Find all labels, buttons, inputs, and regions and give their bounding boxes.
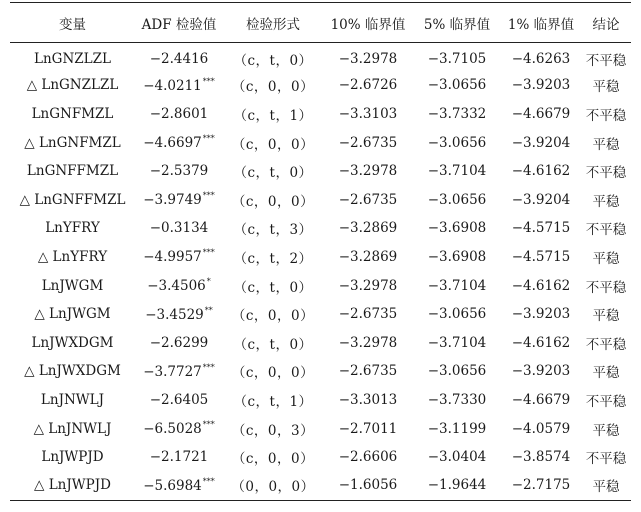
cell-conclusion: 平稳 [592,250,620,267]
cell-critical-5: −3.0656 [427,191,487,208]
cell-test-form: （c，0，0） [231,365,315,382]
cell-critical-10: −3.3103 [338,105,398,122]
cell-variable: LnGNZLZL [34,51,111,68]
table-row [10,357,631,386]
cell-variable: △ LnGNFMZL [24,134,121,151]
significance-stars: *** [202,191,215,201]
cell-critical-10: −2.6735 [338,191,398,208]
cell-critical-10: −2.7011 [338,420,398,437]
cell-adf-value [135,185,223,214]
cell-critical-10: −2.6735 [338,363,398,380]
cell-critical-1: −3.9204 [511,134,571,151]
cell-variable: LnJWGM [41,277,104,294]
table-row [10,128,631,157]
header-critical-5: 5% 临界值 [413,3,501,43]
cell-adf-value [135,214,223,243]
cell-variable: △ LnGNFFMZL [19,191,126,208]
cell-critical-1: −2.7175 [501,471,581,500]
cell-critical-1: −4.6162 [511,163,571,180]
cell-critical-10: −2.6735 [338,134,398,151]
significance-stars: *** [202,134,215,144]
cell-test-form: （c，0，0） [231,136,315,153]
adf-test-table [10,2,631,501]
cell-critical-10: −3.2869 [338,248,398,265]
table-row [10,271,631,300]
table-row [10,386,631,415]
adf-value: −3.9749 [143,192,202,209]
cell-critical-1: −3.9203 [511,363,571,380]
cell-critical-10: −3.2978 [338,163,398,180]
table-row [10,243,631,272]
adf-value: −3.4506 [147,278,206,295]
header-conclusion: 结论 [581,3,631,43]
adf-value: −4.0211 [143,77,202,94]
adf-value: −2.5379 [149,163,209,180]
cell-conclusion: 平稳 [592,365,620,382]
cell-conclusion: 平稳 [592,422,620,439]
cell-test-form: （0，0，0） [223,471,323,500]
cell-variable: △ LnJWPJD [10,471,135,500]
cell-critical-10: −3.2978 [338,334,398,351]
cell-critical-1: −4.6263 [511,51,571,68]
table-row [10,300,631,329]
cell-critical-5: −3.1199 [427,420,487,437]
cell-critical-5: −3.7104 [427,163,487,180]
table-row [10,214,631,243]
adf-value: −0.3134 [149,220,209,237]
adf-value: −3.4529 [145,306,204,323]
cell-conclusion: 不平稳 [585,107,627,124]
adf-value: −6.5028 [143,421,202,438]
cell-critical-10: −3.3013 [338,391,398,408]
cell-variable: LnGNFFMZL [26,163,119,180]
significance-stars: *** [202,76,215,86]
adf-value: −4.9957 [143,249,202,266]
cell-critical-1: −4.6679 [511,391,571,408]
cell-critical-5: −3.7104 [427,277,487,294]
header-adf-value: ADF 检验值 [135,3,223,43]
table-header [10,3,631,43]
cell-critical-5: −3.7105 [427,51,487,68]
cell-test-form: （c，t，1） [233,393,313,410]
cell-conclusion: 平稳 [592,193,620,210]
cell-critical-10: −2.6606 [338,449,398,466]
cell-variable: LnJWXDGM [31,334,114,351]
cell-test-form: （c，t，3） [233,222,313,239]
adf-value: −2.6299 [149,334,209,351]
cell-adf-value [135,300,223,329]
table-row [10,71,631,100]
cell-test-form: （c，0，3） [231,422,315,439]
cell-critical-1: −3.9203 [511,306,571,323]
cell-adf-value [135,157,223,186]
cell-adf-value [135,357,223,386]
significance-stars: *** [202,248,215,258]
cell-adf-value [135,100,223,129]
cell-critical-1: −4.5715 [511,220,571,237]
cell-critical-1: −3.9203 [511,77,571,94]
significance-stars: ** [204,305,213,315]
cell-critical-5: −3.7330 [427,391,487,408]
cell-test-form: （c，t，0） [233,165,313,182]
cell-conclusion: 平稳 [581,471,631,500]
cell-conclusion: 平稳 [592,136,620,153]
cell-test-form: （c，0，0） [231,193,315,210]
cell-test-form: （c，t，0） [233,53,313,70]
cell-conclusion: 不平稳 [585,165,627,182]
cell-critical-5: −3.0404 [427,449,487,466]
table-row [10,443,631,472]
cell-critical-5: −3.6908 [427,220,487,237]
cell-critical-10: −3.2869 [338,220,398,237]
cell-test-form: （c，0，0） [231,451,315,468]
cell-critical-1: −4.6679 [511,105,571,122]
cell-variable: LnYFRY [45,220,100,237]
header-critical-1: 1% 临界值 [501,3,581,43]
adf-value: −3.7727 [143,363,202,380]
cell-critical-5: −3.7332 [427,105,487,122]
cell-critical-1: −4.5715 [511,248,571,265]
cell-variable: LnJNWLJ [40,391,105,408]
cell-critical-5: −3.0656 [427,306,487,323]
adf-value: −2.6405 [149,391,209,408]
significance-stars: *** [202,476,215,486]
cell-test-form: （c，t，1） [233,107,313,124]
cell-critical-1: −3.9204 [511,191,571,208]
cell-conclusion: 不平稳 [585,451,627,468]
significance-stars: * [206,277,211,287]
cell-conclusion: 不平稳 [585,222,627,239]
cell-variable: LnJWPJD [41,449,104,466]
adf-value: −2.1721 [149,449,209,466]
cell-variable: LnGNFMZL [31,105,114,122]
table-row [10,471,631,500]
cell-critical-5: −1.9644 [413,471,501,500]
table-row [10,414,631,443]
cell-adf-value [135,128,223,157]
cell-critical-5: −3.0656 [427,134,487,151]
cell-critical-1: −3.8574 [511,449,571,466]
cell-critical-5: −3.6908 [427,248,487,265]
cell-variable: △ LnGNZLZL [26,77,119,94]
header-test-form: 检验形式 [223,3,323,43]
table-body [10,43,631,501]
cell-critical-5: −3.7104 [427,334,487,351]
cell-test-form: （c，t，0） [233,279,313,296]
significance-stars: *** [202,362,215,372]
cell-variable: △ LnJNWLJ [33,420,112,437]
cell-adf-value [135,243,223,272]
cell-conclusion: 不平稳 [585,279,627,296]
cell-variable: △ LnJWXDGM [24,363,121,380]
header-variable: 变量 [10,3,135,43]
cell-critical-5: −3.0656 [427,77,487,94]
header-critical-10: 10% 临界值 [323,3,413,43]
cell-adf-value [135,271,223,300]
cell-conclusion: 不平稳 [585,393,627,410]
cell-critical-1: −4.6162 [511,277,571,294]
cell-conclusion: 不平稳 [585,53,627,70]
cell-adf-value [135,71,223,100]
adf-value: −2.4416 [149,51,209,68]
cell-test-form: （c，t，2） [233,250,313,267]
cell-conclusion: 平稳 [592,79,620,96]
adf-value: −2.8601 [149,105,209,122]
cell-adf-value [135,471,223,500]
cell-adf-value [135,414,223,443]
cell-adf-value [135,443,223,472]
significance-stars: *** [202,420,215,430]
cell-test-form: （c，0，0） [231,308,315,325]
cell-critical-10: −3.2978 [338,51,398,68]
cell-adf-value [135,43,223,72]
table-row [10,157,631,186]
table-row [10,100,631,129]
cell-variable: △ LnJWGM [34,306,111,323]
adf-value: −4.6697 [143,135,202,152]
cell-conclusion: 平稳 [592,308,620,325]
header-row [10,3,631,43]
cell-test-form: （c，t，0） [233,336,313,353]
table-row [10,328,631,357]
cell-test-form: （c，0，0） [231,79,315,96]
table-row [10,185,631,214]
cell-adf-value [135,386,223,415]
cell-variable: △ LnYFRY [37,248,108,265]
cell-critical-10: −3.2978 [338,277,398,294]
table-row [10,43,631,72]
adf-value: −5.6984 [143,477,202,494]
cell-critical-10: −2.6726 [338,77,398,94]
cell-critical-1: −4.6162 [511,334,571,351]
cell-critical-5: −3.0656 [427,363,487,380]
cell-critical-10: −2.6735 [338,306,398,323]
cell-conclusion: 不平稳 [585,336,627,353]
cell-adf-value [135,328,223,357]
cell-critical-10: −1.6056 [323,471,413,500]
cell-critical-1: −4.0579 [511,420,571,437]
